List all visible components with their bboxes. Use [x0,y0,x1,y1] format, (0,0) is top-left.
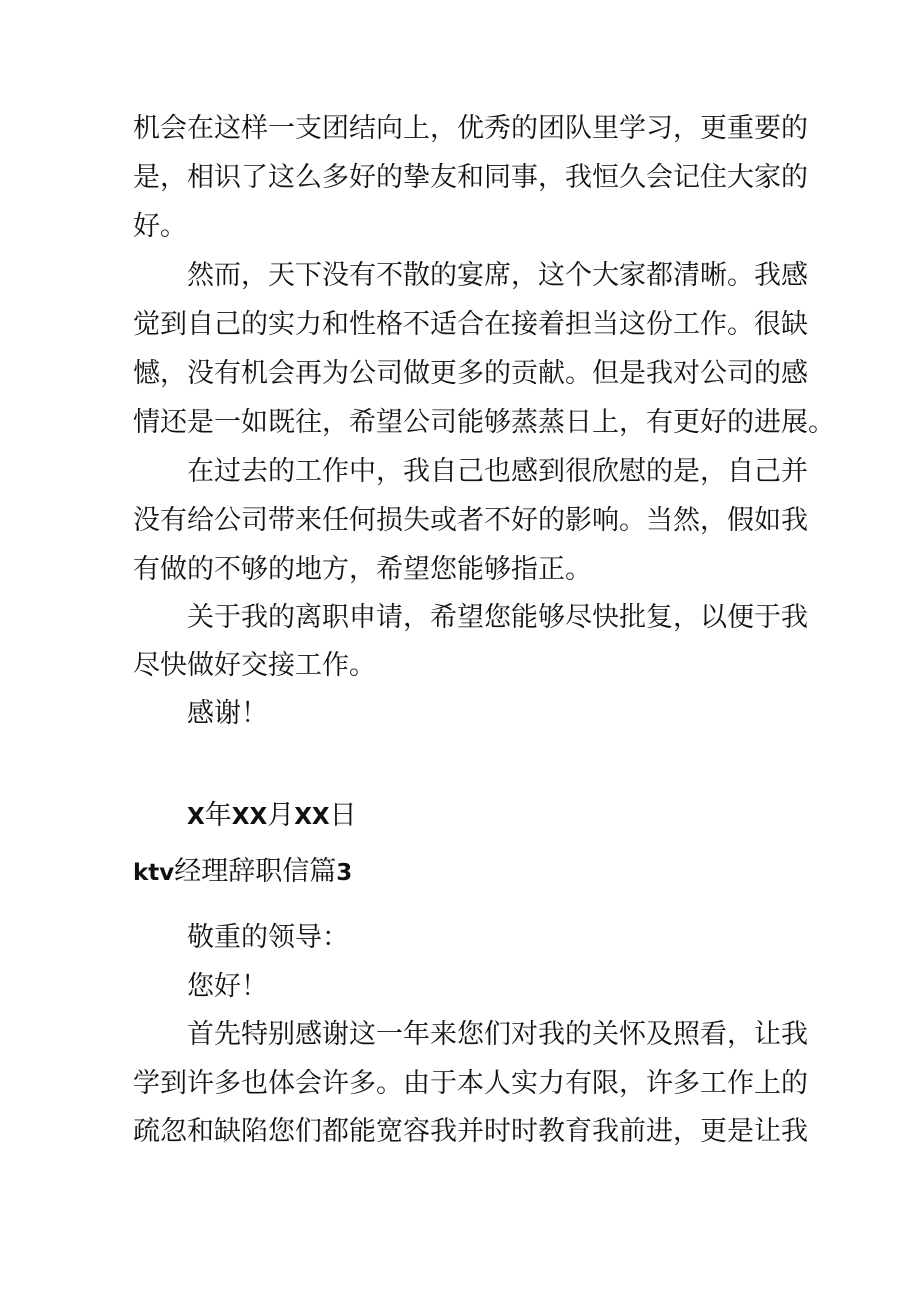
paragraph-4-line-2: 尽快做好交接工作。 [133,650,376,681]
letter-body-line-2: 学到许多也体会许多。由于本人实力有限，许多工作上的 [133,1068,808,1099]
paragraph-2-line-2: 觉到自己的实力和性格不适合在接着担当这份工作。很缺 [133,309,808,340]
date-month-char: 月 [267,800,295,831]
paragraph-2-line-4: 情还是一如既往，希望公司能够蒸蒸日上，有更好的进展。 [133,407,835,438]
date-day-char: 日 [329,800,357,831]
letter-salutation: 敬重的领导： [187,922,349,953]
paragraph-2-line-1: 然而，天下没有不散的宴席，这个大家都清晰。我感 [187,260,808,291]
letter-body-line-3: 疏忽和缺陷您们都能宽容我并时时教育我前进，更是让我 [133,1116,808,1147]
section-title-prefix: ktv [133,860,175,886]
date-month: XX [231,804,268,830]
paragraph-3-line-1: 在过去的工作中，我自己也感到很欣慰的是，自己并 [187,456,808,487]
paragraph-1-line-3: 好。 [133,211,187,242]
paragraph-1-line-2: 是，相识了这么多好的挚友和同事，我恒久会记住大家的 [133,162,808,193]
letter-body-line-1: 首先特别感谢这一年来您们对我的关怀及照看，让我 [187,1019,808,1050]
date-day: XX [294,804,330,830]
paragraph-3-line-3: 有做的不够的地方，希望您能够指正。 [133,554,592,585]
date-year: X [187,804,205,830]
date-line [187,799,357,834]
paragraph-3-line-2: 没有给公司带来任何损失或者不好的影响。当然，假如我 [133,505,808,536]
section-title-text: 经理辞职信篇 [174,856,337,887]
paragraph-1-line-1: 机会在这样一支团结向上，优秀的团队里学习，更重要的 [133,113,808,144]
thanks-line: 感谢！ [187,698,268,729]
paragraph-2-line-3: 憾，没有机会再为公司做更多的贡献。但是我对公司的感 [133,358,808,389]
paragraph-4-line-1: 关于我的离职申请，希望您能够尽快批复，以便于我 [187,602,808,633]
section-title-number: 3 [336,860,353,886]
date-year-char: 年 [204,800,232,831]
letter-greeting: 您好！ [187,971,268,1002]
section-title [133,855,352,890]
